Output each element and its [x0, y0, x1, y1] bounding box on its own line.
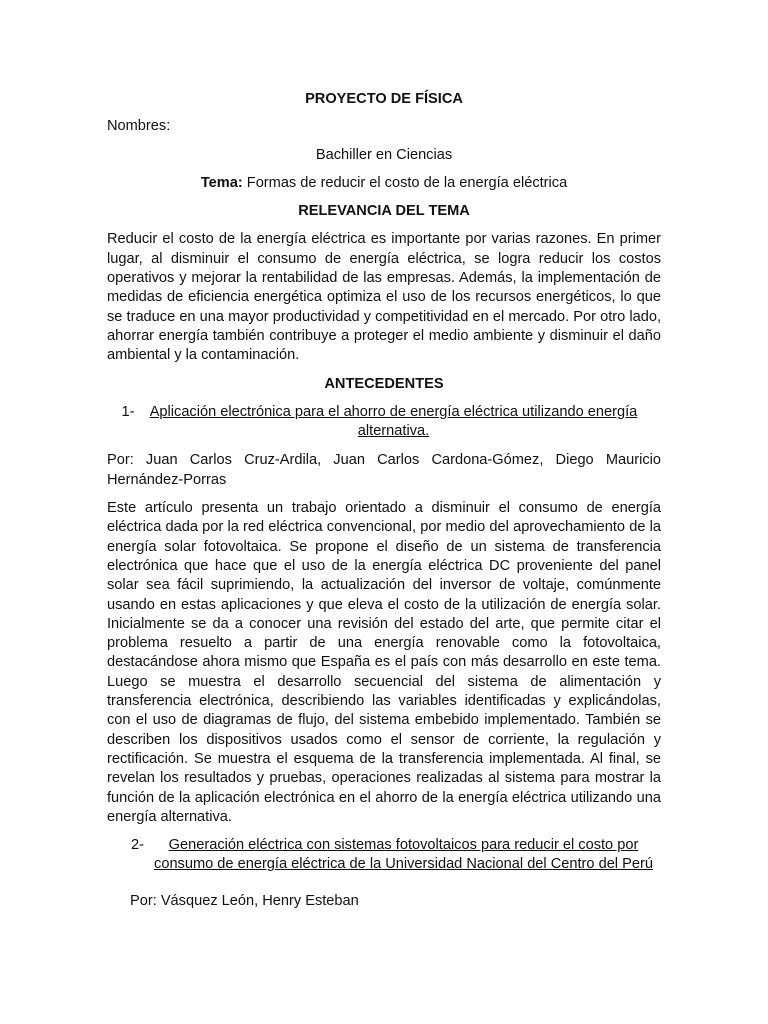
- item-title: Aplicación electrónica para el ahorro de energía eléctrica utilizando energía alternativa.: [149, 403, 638, 440]
- topic-label: Tema:: [200, 174, 243, 191]
- names-label: Nombres:: [107, 118, 171, 135]
- item-title: Generación eléctrica con sistemas fotovoltaicos para reducir el costo por consumo de energía eléctrica de la Universidad Nacional del Centro del Perú: [154, 837, 653, 873]
- topic-value: Formas de reducir el costo de la energía eléctrica: [242, 174, 568, 191]
- program-line: Bachiller en Ciencias: [315, 146, 453, 163]
- item-1-summary: Este artículo presenta un trabajo orientado a disminuir el consumo de energía eléctrica dada por la red eléctrica convencional, por medio del aprovechamiento de la energía solar fotovoltaica. Se propone el diseño de un sistema de transferencia electrónica que hace que el uso de la energía eléctrica DC proveniente del panel solar sea fácil suprimiendo, la actualización del inversor de voltaje, comúnmente usando en estas aplicaciones y que eleva el costo de la utilización de energía solar. Inicialmente se da a conocer una revisión del estado del arte, que permite citar el problema resuelto a partir de una energía renovable como la fotovoltaica, destacándose ahora mismo que España es el país con más desarrollo en este tema. Luego se muestra el desarrollo secuencial del sistema de alimentación y transferencia electrónica, describiendo las variables identificadas y explicándolas, con el uso de diagramas de flujo, del sistema embebido implementado. También se describen los dispositivos usados como el sensor de corriente, la regulación y rectificación. Se muestra el esquema de la transferencia implementada. Al final, se revelan los resultados y pruebas, operaciones realizadas al sistema para mostrar la función de la aplicación electrónica en el ahorro de la energía eléctrica utilizando una energía alternativa.: [107, 500, 661, 825]
- background-heading: ANTECEDENTES: [324, 375, 444, 392]
- relevance-paragraph: Reducir el costo de la energía eléctrica es importante por varias razones. En primer lugar, al disminuir el consumo de energía eléctrica, se logra reducir los costos operativos y mejorar la rentabilidad de las empresas. Además, la implementación de medidas de eficiencia energética optimiza el uso de los recursos energéticos, lo que se traduce en una mayor productividad y competitividad en el mercado. Por otro lado, ahorrar energía también contribuye a proteger el medio ambiente y disminuir el daño ambiental y la contaminación.: [107, 231, 661, 364]
- relevance-heading: RELEVANCIA DEL TEMA: [298, 203, 470, 220]
- background-item-2: [107, 836, 661, 875]
- document-title: PROYECTO DE FÍSICA: [305, 91, 463, 107]
- topic-line: [107, 174, 661, 193]
- item-number: 2-: [131, 837, 144, 854]
- document-page: [107, 90, 661, 911]
- item-number: 1-: [121, 403, 135, 420]
- item-2-authors: Por: Vásquez León, Henry Esteban: [130, 892, 359, 909]
- item-1-authors: Por: Juan Carlos Cruz-Ardila, Juan Carlos Cardona-Gómez, Diego Mauricio Hernández-Porras: [107, 452, 661, 488]
- background-item-1: [107, 403, 661, 442]
